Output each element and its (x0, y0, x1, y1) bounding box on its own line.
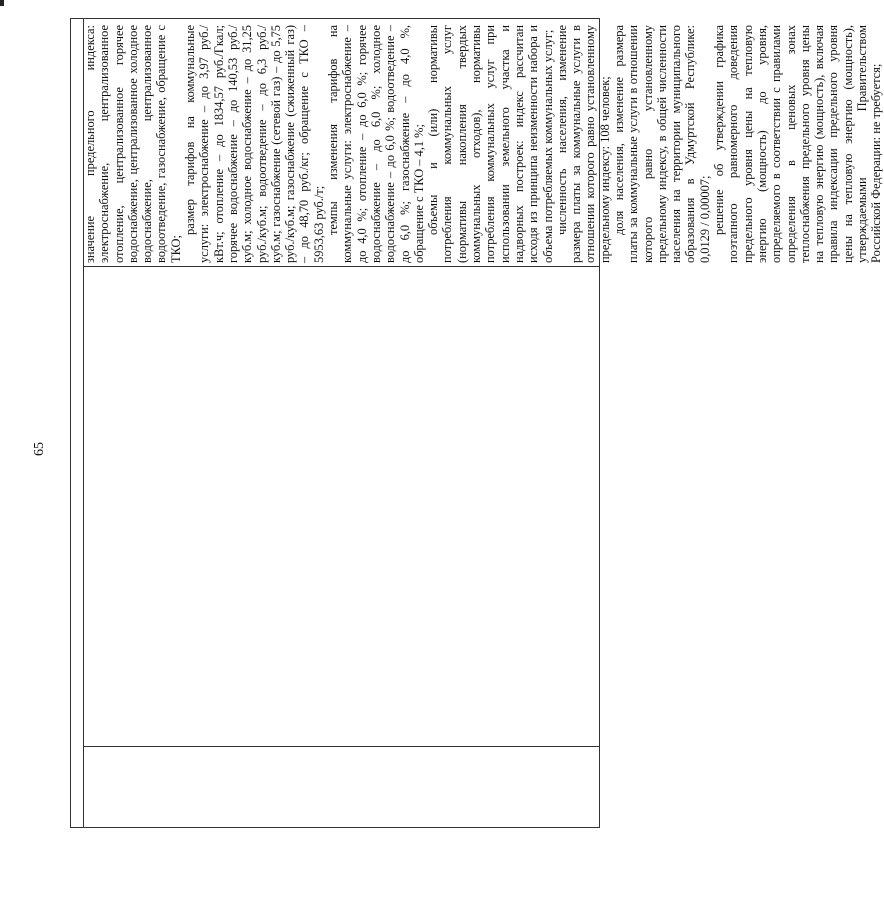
table-column-1 (83, 747, 599, 827)
paragraph-consumption-norms: объемы и (или) нормативы потребления коммунальных услуг (нормативы накопления твердых коммунальных отходов), нормативы потребления коммунальных услуг при использовании земельного участка и надворных построек: индекс рассчитан исходя из принципа неизменности набора и объема потребляемых коммунальных услуг; (426, 25, 555, 263)
paragraph-index-value: значение предельного индекса: электроснабжение, централизованное отопление, централизованное горячее водоснабжение, централизованное холодное водоснабжение, централизованное водоотведение, газоснабжение, обращение с ТКО; (83, 25, 183, 263)
table-column-divider (83, 266, 599, 267)
paragraph-heat-price-decision: решение об утверждении графика поэтапного равномерного доведения предельного уровня цены на тепловую энергию (мощность) до уровня, определяемого в соответствии с правилами определения в ценовых зонах теплоснабжения предельного уровня цены на тепловую энергию (мощность), включая правила индексации предельного уровня цены на тепловую энергию (мощность), утверждаемыми Правительством Российской Федерации: не требуется; (712, 25, 884, 263)
page-number: 65 (32, 442, 47, 456)
paragraph-tariff-sizes: размер тарифов на коммунальные услуги: электроснабжение – до 3,97 руб./кВт.ч; отопление – до 1834,57 руб./Гкал; горячее водоснабжение – до 140,53 руб./куб.м; холодное водоснабжение – до 31,25 руб./куб.м; водоотведение – до 6,3 руб./куб.м; газоснабжение (сетевой газ) – до 5,75 руб./куб.м; газоснабжение (сжиженный газ) – до 48,70 руб./кг; обращение с ТКО – 5953,63 руб./т; (183, 25, 326, 263)
paragraph-tariff-growth: темпы изменения тарифов на коммунальные услуги: электроснабжение – до 4,0 %; отопление – до 6,0 %; горячее водоснабжение – до 6,0 %; холодное водоснабжение – до 6,0 %; водоотведение – до 6,0 %; газоснабжение – до 4,0 %, обращение с ТКО – 4,1 %; (326, 25, 426, 263)
table-column-text (83, 25, 884, 263)
rotated-page-content (60, 10, 884, 840)
scan-corner-mark (0, 0, 4, 6)
paragraph-population-count: численность населения, изменение размера платы за коммунальные услуги в отношении которого равно установленному предельному индексу: 108 человек; (554, 25, 612, 263)
table-column-2 (83, 267, 599, 747)
document-table (70, 18, 884, 828)
paragraph-population-share: доля населения, изменение размера платы за коммунальные услуги в отношении которого равно установленному предельному индексу, в общей численности населения на территории муниципального образования в Удмуртской Республике: 0,0129 / 0,00007; (611, 25, 712, 263)
